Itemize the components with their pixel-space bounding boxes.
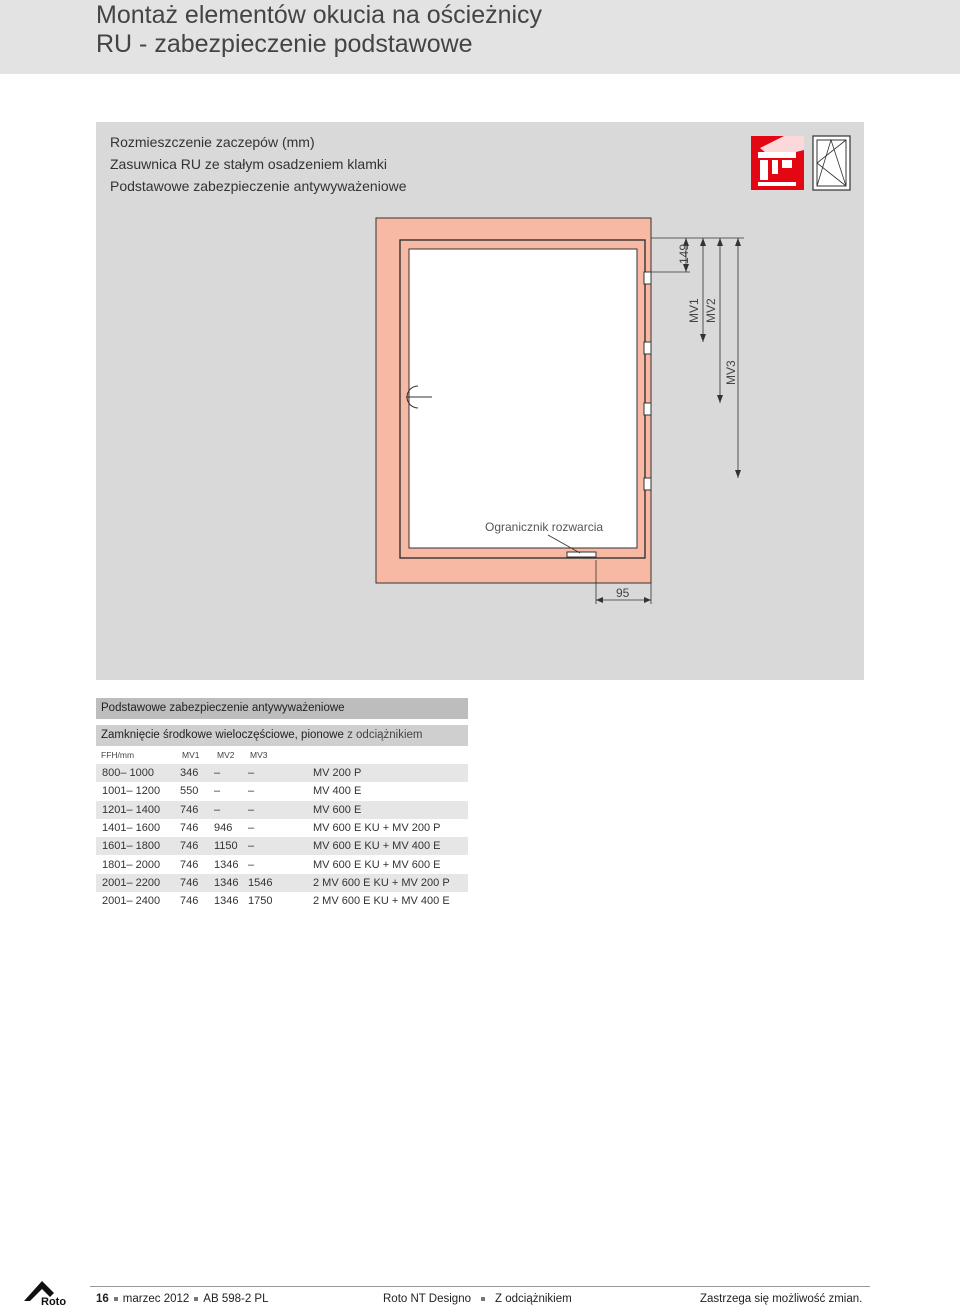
- dim-95: 95: [616, 586, 630, 600]
- cell-ffh: 2001– 2200: [102, 876, 161, 889]
- page-number: 16: [96, 1293, 109, 1305]
- cell-parts: MV 400 E: [313, 785, 362, 798]
- col-head-mv2: MV2: [217, 750, 235, 760]
- table-row: [96, 856, 468, 874]
- cell-parts: MV 600 E KU + MV 200 P: [313, 821, 441, 834]
- page-title-line1: Montaż elementów okucia na ościeżnicy: [96, 1, 543, 29]
- footer-rule: [90, 1286, 870, 1287]
- logo-text: Roto: [41, 1296, 67, 1307]
- cell-mv2: 1150: [214, 840, 238, 853]
- footer-left: [96, 1293, 269, 1305]
- stop-label: Ogranicznik rozwarcia: [485, 520, 604, 534]
- cell-mv3: –: [248, 803, 255, 816]
- col-head-mv3: MV3: [250, 750, 268, 760]
- cell-ffh: 1001– 1200: [102, 785, 161, 798]
- footer-date: marzec 2012: [122, 1293, 190, 1305]
- table-row: [96, 819, 468, 837]
- cell-mv3: 1750: [248, 895, 273, 908]
- opening-stop: [567, 552, 596, 557]
- table-subheading-main: Zamknięcie środkowe wieloczęściowe, pionowe: [101, 729, 344, 741]
- cell-mv2: 946: [214, 821, 233, 834]
- col-head-ffh: FFH/mm: [101, 750, 135, 760]
- dim-149: 149: [677, 243, 691, 264]
- label-mv2: MV2: [704, 298, 718, 323]
- cell-mv3: –: [248, 785, 255, 798]
- cell-ffh: 1801– 2000: [102, 858, 161, 871]
- cell-mv3: –: [248, 767, 255, 779]
- cell-mv1: 746: [180, 803, 199, 816]
- page-title-line2: RU - zabezpieczenie podstawowe: [96, 30, 473, 58]
- cell-mv1: 746: [180, 895, 199, 908]
- footer-notice: Zastrzega się możliwość zmian.: [700, 1293, 863, 1305]
- cell-mv2: –: [214, 803, 221, 816]
- cell-parts: 2 MV 600 E KU + MV 400 E: [313, 895, 450, 908]
- cell-parts: MV 600 E KU + MV 600 E: [313, 858, 441, 871]
- cell-parts: MV 600 E KU + MV 400 E: [313, 840, 441, 853]
- cell-ffh: 1601– 1800: [102, 840, 161, 853]
- table-row: [96, 782, 468, 800]
- cell-parts: MV 200 P: [313, 767, 362, 779]
- table-row: [96, 764, 468, 782]
- cell-parts: 2 MV 600 E KU + MV 200 P: [313, 876, 450, 889]
- table-row: [96, 892, 468, 910]
- cell-mv3: –: [248, 821, 255, 834]
- window-tilt-turn-icon: [813, 136, 850, 190]
- cell-mv1: 550: [180, 785, 199, 798]
- table-row: [96, 801, 468, 819]
- table-row: [96, 874, 468, 892]
- label-mv1: MV1: [687, 298, 701, 323]
- cell-mv1: 746: [180, 858, 199, 871]
- footer-variant: Z odciążnikiem: [495, 1293, 572, 1305]
- cell-mv2: –: [214, 785, 221, 798]
- panel-heading-3: Podstawowe zabezpieczenie antywyważeniowe: [110, 178, 407, 194]
- panel-heading-2: Zasuwnica RU ze stałym osadzeniem klamki: [110, 156, 387, 172]
- footer-doc: AB 598-2 PL: [203, 1293, 269, 1305]
- profile-icon: [751, 136, 804, 190]
- cell-mv2: –: [214, 767, 221, 779]
- table-subheading-extra: z odciążnikiem: [343, 729, 423, 741]
- cell-ffh: 1201– 1400: [102, 803, 161, 816]
- cell-mv1: 346: [180, 767, 199, 779]
- label-mv3: MV3: [724, 360, 738, 385]
- cell-ffh: 1401– 1600: [102, 821, 161, 834]
- glass-pane: [409, 249, 637, 548]
- cell-mv2: 1346: [214, 895, 239, 908]
- cell-mv3: –: [248, 840, 255, 853]
- cell-mv3: 1546: [248, 876, 273, 889]
- cell-mv1: 746: [180, 876, 199, 889]
- cell-ffh: 2001– 2400: [102, 895, 161, 908]
- cell-parts: MV 600 E: [313, 803, 362, 816]
- footer-middle: [383, 1293, 572, 1305]
- cell-mv1: 746: [180, 840, 199, 853]
- table-row: [96, 837, 468, 855]
- panel-heading-1: Rozmieszczenie zaczepów (mm): [110, 134, 315, 150]
- cell-mv3: –: [248, 858, 255, 871]
- col-head-mv1: MV1: [182, 750, 200, 760]
- roto-logo-icon: [24, 1279, 82, 1307]
- footer-product: Roto NT Designo: [383, 1293, 471, 1305]
- table-heading: Podstawowe zabezpieczenie antywyważeniowe: [96, 698, 468, 719]
- cell-mv2: 1346: [214, 858, 239, 871]
- cell-mv1: 746: [180, 821, 199, 834]
- cell-mv2: 1346: [214, 876, 239, 889]
- table-subheading: [96, 725, 468, 746]
- cell-ffh: 800– 1000: [102, 767, 154, 779]
